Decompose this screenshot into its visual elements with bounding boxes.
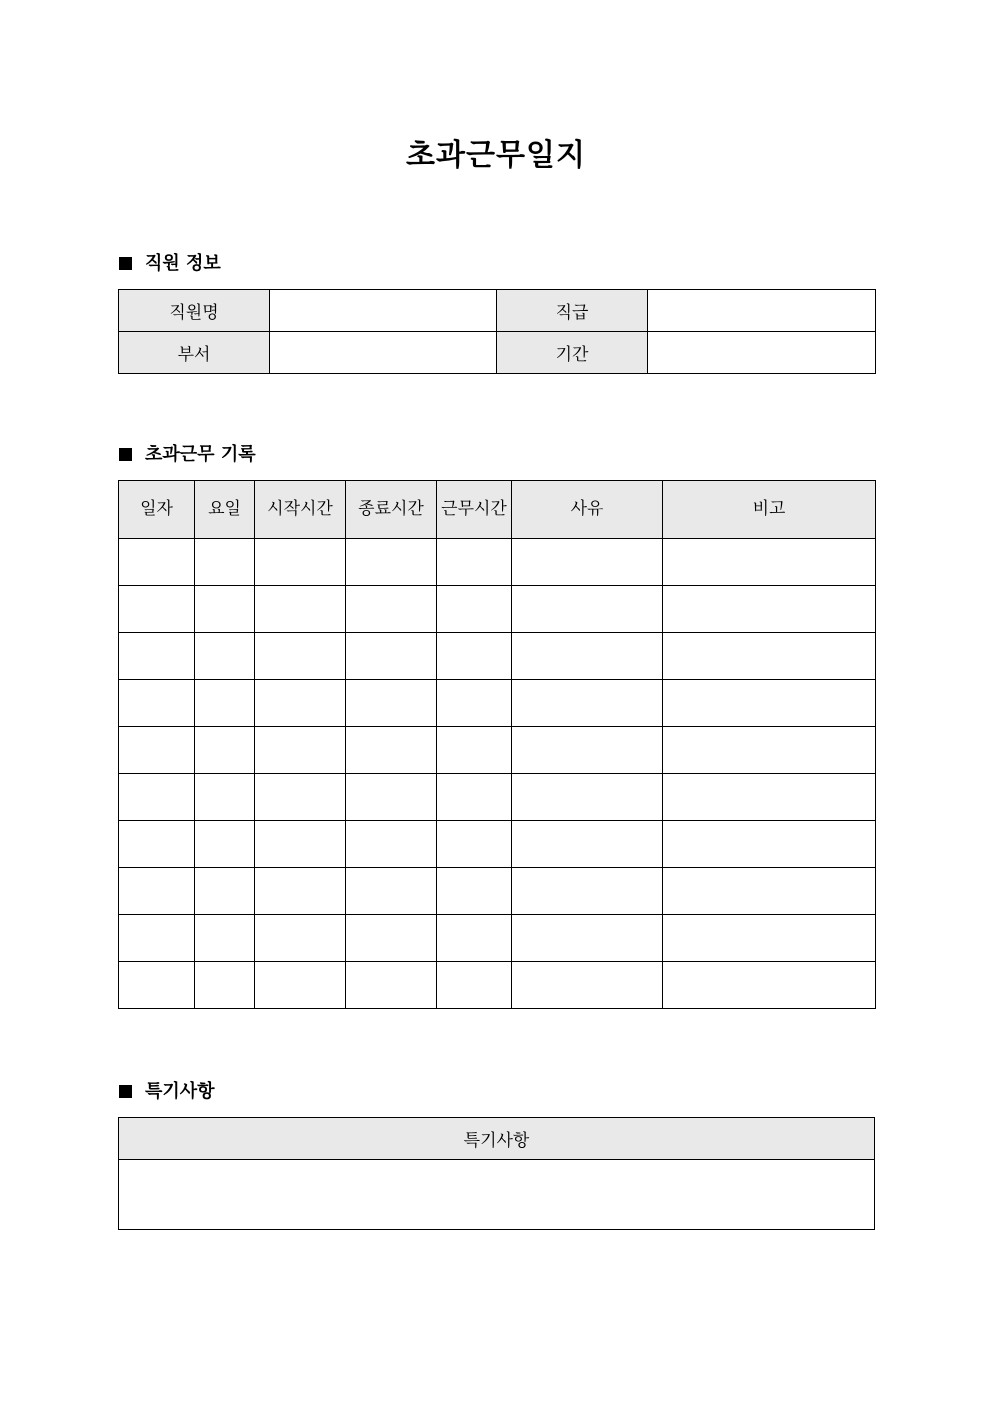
square-bullet-icon bbox=[119, 448, 132, 461]
column-header-work-hours: 근무시간 bbox=[437, 481, 512, 539]
remarks-cell[interactable] bbox=[663, 680, 876, 727]
special-notes-heading bbox=[119, 1080, 215, 1104]
table-row bbox=[119, 915, 876, 962]
end-time-cell[interactable] bbox=[346, 868, 437, 915]
day-cell[interactable] bbox=[195, 727, 255, 774]
remarks-cell[interactable] bbox=[663, 727, 876, 774]
date-cell[interactable] bbox=[119, 586, 195, 633]
table-row bbox=[119, 868, 876, 915]
remarks-cell[interactable] bbox=[663, 539, 876, 586]
table-row bbox=[119, 633, 876, 680]
square-bullet-icon bbox=[119, 1085, 132, 1098]
table-header-row bbox=[119, 481, 876, 539]
day-cell[interactable] bbox=[195, 586, 255, 633]
reason-cell[interactable] bbox=[512, 868, 663, 915]
day-cell[interactable] bbox=[195, 915, 255, 962]
date-cell[interactable] bbox=[119, 962, 195, 1009]
table-row bbox=[119, 290, 876, 332]
date-cell[interactable] bbox=[119, 774, 195, 821]
start-time-cell[interactable] bbox=[255, 539, 346, 586]
department-field[interactable] bbox=[270, 332, 497, 374]
day-cell[interactable] bbox=[195, 774, 255, 821]
remarks-cell[interactable] bbox=[663, 633, 876, 680]
day-cell[interactable] bbox=[195, 821, 255, 868]
end-time-cell[interactable] bbox=[346, 680, 437, 727]
end-time-cell[interactable] bbox=[346, 586, 437, 633]
day-cell[interactable] bbox=[195, 633, 255, 680]
work-hours-cell[interactable] bbox=[437, 633, 512, 680]
column-header-date: 일자 bbox=[119, 481, 195, 539]
table-row bbox=[119, 774, 876, 821]
column-header-end-time: 종료시간 bbox=[346, 481, 437, 539]
reason-cell[interactable] bbox=[512, 633, 663, 680]
remarks-cell[interactable] bbox=[663, 774, 876, 821]
end-time-cell[interactable] bbox=[346, 774, 437, 821]
special-notes-field[interactable] bbox=[119, 1160, 875, 1230]
remarks-cell[interactable] bbox=[663, 868, 876, 915]
table-row bbox=[119, 1160, 875, 1230]
start-time-cell[interactable] bbox=[255, 962, 346, 1009]
work-hours-cell[interactable] bbox=[437, 774, 512, 821]
overtime-record-table bbox=[118, 480, 876, 1009]
end-time-cell[interactable] bbox=[346, 962, 437, 1009]
start-time-cell[interactable] bbox=[255, 586, 346, 633]
table-row bbox=[119, 821, 876, 868]
start-time-cell[interactable] bbox=[255, 821, 346, 868]
start-time-cell[interactable] bbox=[255, 868, 346, 915]
remarks-cell[interactable] bbox=[663, 821, 876, 868]
overtime-record-heading-text: 초과근무 기록 bbox=[145, 444, 256, 465]
day-cell[interactable] bbox=[195, 962, 255, 1009]
day-cell[interactable] bbox=[195, 680, 255, 727]
end-time-cell[interactable] bbox=[346, 727, 437, 774]
table-row bbox=[119, 962, 876, 1009]
name-field[interactable] bbox=[270, 290, 497, 332]
start-time-cell[interactable] bbox=[255, 633, 346, 680]
start-time-cell[interactable] bbox=[255, 774, 346, 821]
special-notes-column-header: 특기사항 bbox=[119, 1118, 875, 1160]
work-hours-cell[interactable] bbox=[437, 539, 512, 586]
work-hours-cell[interactable] bbox=[437, 680, 512, 727]
start-time-cell[interactable] bbox=[255, 680, 346, 727]
employee-info-table bbox=[118, 289, 876, 374]
reason-cell[interactable] bbox=[512, 774, 663, 821]
column-header-reason: 사유 bbox=[512, 481, 663, 539]
table-header-row bbox=[119, 1118, 875, 1160]
table-row bbox=[119, 539, 876, 586]
end-time-cell[interactable] bbox=[346, 539, 437, 586]
day-cell[interactable] bbox=[195, 539, 255, 586]
name-label: 직원명 bbox=[119, 290, 270, 332]
special-notes-heading-text: 특기사항 bbox=[145, 1081, 215, 1102]
table-row bbox=[119, 727, 876, 774]
period-field[interactable] bbox=[648, 332, 876, 374]
remarks-cell[interactable] bbox=[663, 962, 876, 1009]
end-time-cell[interactable] bbox=[346, 821, 437, 868]
overtime-record-body bbox=[119, 539, 876, 1009]
column-header-start-time: 시작시간 bbox=[255, 481, 346, 539]
remarks-cell[interactable] bbox=[663, 915, 876, 962]
reason-cell[interactable] bbox=[512, 586, 663, 633]
start-time-cell[interactable] bbox=[255, 915, 346, 962]
reason-cell[interactable] bbox=[512, 680, 663, 727]
table-row bbox=[119, 680, 876, 727]
reason-cell[interactable] bbox=[512, 539, 663, 586]
employee-info-heading-text: 직원 정보 bbox=[145, 253, 221, 274]
reason-cell[interactable] bbox=[512, 915, 663, 962]
period-label: 기간 bbox=[497, 332, 648, 374]
column-header-remarks: 비고 bbox=[663, 481, 876, 539]
date-cell[interactable] bbox=[119, 915, 195, 962]
work-hours-cell[interactable] bbox=[437, 586, 512, 633]
date-cell[interactable] bbox=[119, 633, 195, 680]
day-cell[interactable] bbox=[195, 868, 255, 915]
date-cell[interactable] bbox=[119, 727, 195, 774]
end-time-cell[interactable] bbox=[346, 915, 437, 962]
column-header-day: 요일 bbox=[195, 481, 255, 539]
reason-cell[interactable] bbox=[512, 962, 663, 1009]
date-cell[interactable] bbox=[119, 539, 195, 586]
department-label: 부서 bbox=[119, 332, 270, 374]
remarks-cell[interactable] bbox=[663, 586, 876, 633]
work-hours-cell[interactable] bbox=[437, 727, 512, 774]
table-row bbox=[119, 332, 876, 374]
work-hours-cell[interactable] bbox=[437, 821, 512, 868]
employee-info-heading bbox=[119, 252, 221, 276]
overtime-record-heading bbox=[119, 443, 256, 467]
special-notes-table bbox=[118, 1117, 875, 1230]
square-bullet-icon bbox=[119, 257, 132, 270]
reason-cell[interactable] bbox=[512, 821, 663, 868]
date-cell[interactable] bbox=[119, 821, 195, 868]
page-title: 초과근무일지 bbox=[406, 138, 586, 173]
date-cell[interactable] bbox=[119, 868, 195, 915]
work-hours-cell[interactable] bbox=[437, 962, 512, 1009]
date-cell[interactable] bbox=[119, 680, 195, 727]
table-row bbox=[119, 586, 876, 633]
position-label: 직급 bbox=[497, 290, 648, 332]
work-hours-cell[interactable] bbox=[437, 915, 512, 962]
end-time-cell[interactable] bbox=[346, 633, 437, 680]
reason-cell[interactable] bbox=[512, 727, 663, 774]
position-field[interactable] bbox=[648, 290, 876, 332]
work-hours-cell[interactable] bbox=[437, 868, 512, 915]
start-time-cell[interactable] bbox=[255, 727, 346, 774]
